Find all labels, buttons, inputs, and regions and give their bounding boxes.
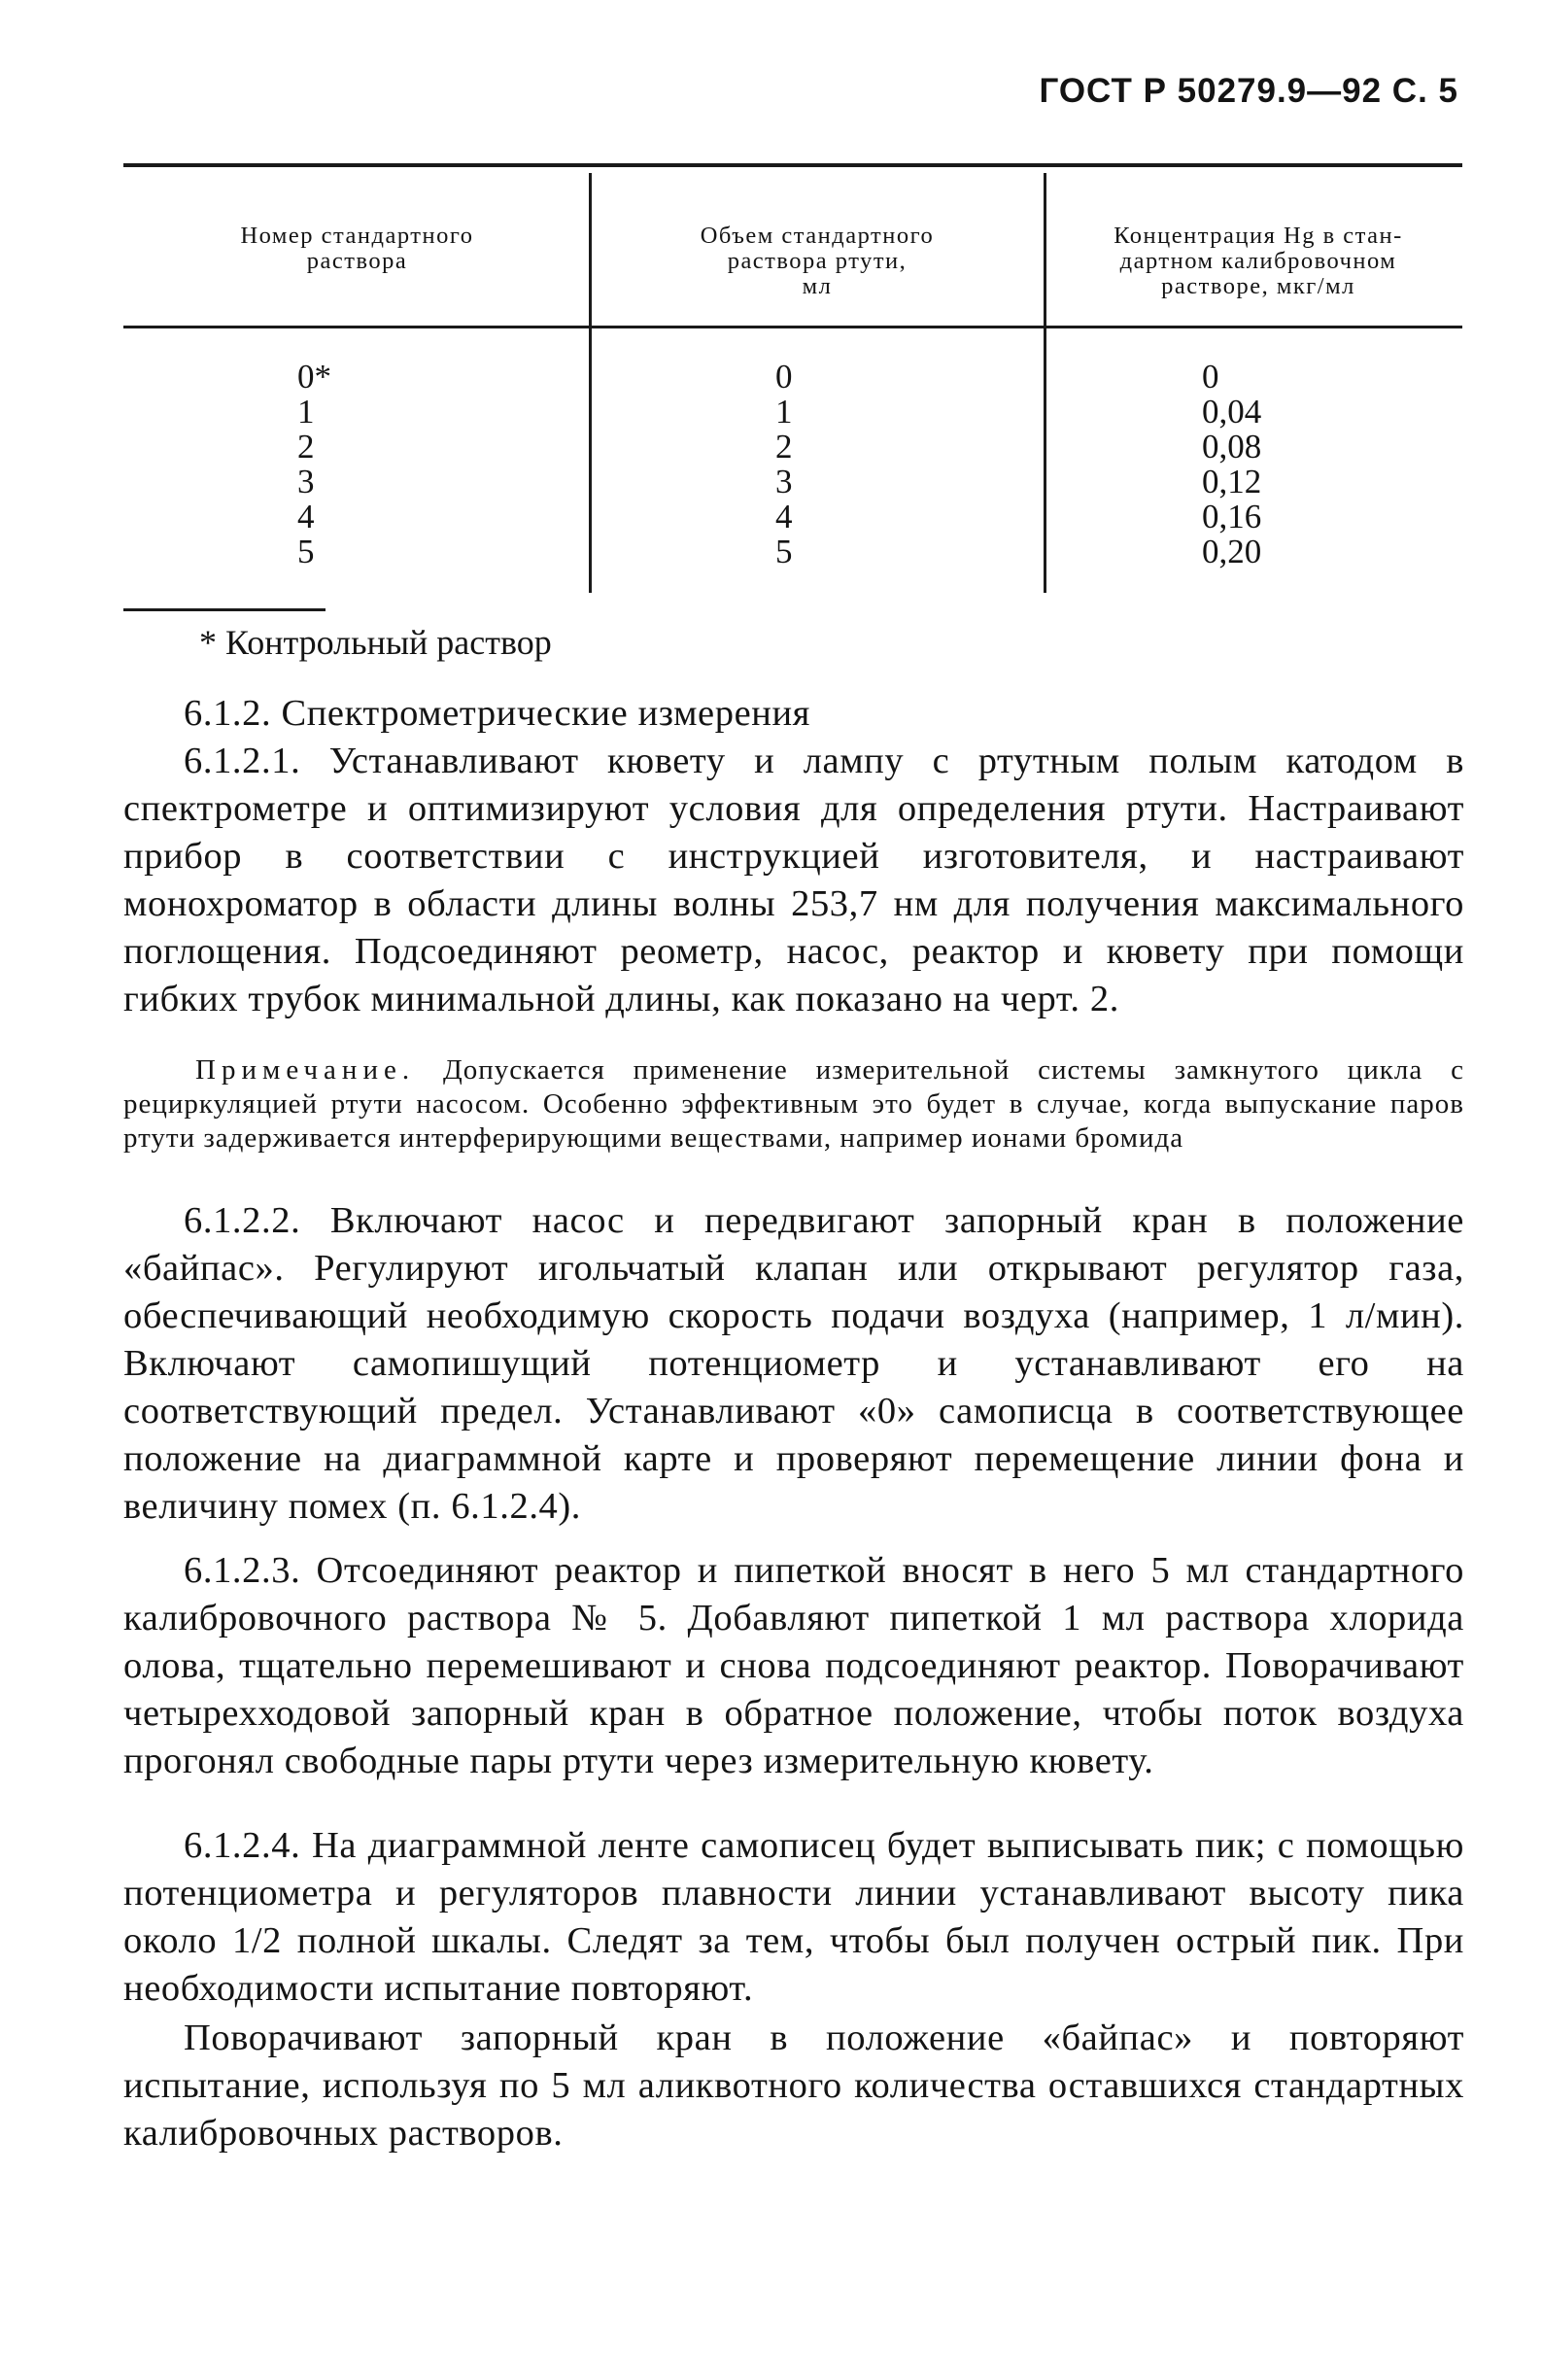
footnote-rule <box>123 608 326 611</box>
header-cell-volume: Объем стандартного раствора ртути, мл <box>700 223 935 299</box>
table-cell: 4 <box>297 498 315 535</box>
header-cell-concentration: Концентрация Hg в стан- дартном калибровочном растворе, мкг/мл <box>1114 223 1403 299</box>
header-cell-number: Номер стандартного раствора <box>240 223 474 274</box>
table-cell: 0,20 <box>1202 533 1262 570</box>
table-top-rule <box>123 163 1462 167</box>
table-cell: 2 <box>297 428 315 466</box>
table-cell: 0,16 <box>1202 498 1262 535</box>
paragraph-6-1-2-1: 6.1.2.1. Устанавливают кювету и лампу с ртутным полым катодом в спектрометре и оптимизируют условия для определения ртути. Настраивают прибор в соответствии с инструкцией изготовителя, и настраивают монохроматор в области длины волны 253,7 нм для получения максимального поглощения. Подсоединяют реометр, насос, реактор и кювету при помощи гибких трубок минимальной длины, как показано на черт. 2. <box>123 741 1464 1019</box>
paragraph-6-1-2-2: 6.1.2.2. Включают насос и передвигают запорный кран в положение «байпас». Регулируют игольчатый клапан или открывают регулятор газа, обеспечивающий необходимую скорость подачи воздуха (например, 1 л/мин). Включают самопишущий потенциометр и устанавливают его на соответствующий предел. Устанавливают «0» самописца в соответствующее положение на диаграммной карте и проверяют перемещение линии фона и величину помех (п. 6.1.2.4). <box>123 1200 1464 1527</box>
table-cell: 0* <box>297 358 331 396</box>
note-label: Примечание. <box>195 1054 416 1086</box>
table-cell: 5 <box>297 533 315 570</box>
footnote: * Контрольный раствор <box>199 623 552 662</box>
column-number <box>297 360 356 569</box>
section-heading: 6.1.2. Спектрометрические измерения <box>184 693 810 734</box>
column-concentration <box>1202 360 1319 569</box>
table-cell: 0,12 <box>1202 463 1262 500</box>
table-cell: 3 <box>775 463 793 500</box>
note <box>123 1053 1464 1156</box>
table-cell: 0 <box>1202 358 1219 396</box>
table-cell: 5 <box>775 533 793 570</box>
table-header-rule <box>123 326 1462 328</box>
table-cell: 1 <box>297 393 315 431</box>
table-cell: 0,08 <box>1202 428 1262 466</box>
paragraph-final: Поворачивают запорный кран в положение «байпас» и повторяют испытание, используя по 5 мл аликвотного количества оставшихся стандартных калибровочных растворов. <box>123 2018 1464 2154</box>
table-divider-1 <box>589 173 592 593</box>
table-cell: 0 <box>775 358 793 396</box>
page-header: ГОСТ Р 50279.9—92 С. 5 <box>1039 72 1458 110</box>
table-cell: 0,04 <box>1202 393 1262 431</box>
paragraph-6-1-2-4: 6.1.2.4. На диаграммной ленте самописец будет выписывать пик; с помощью потенциометра и регуляторов плавности линии устанавливают высоту пика около 1/2 полной шкалы. Следят за тем, чтобы был получен острый пик. При необходимости испытание повторяют. <box>123 1825 1464 2009</box>
note-text: Допускается применение измерительной системы замкнутого цикла с рециркуляцией ртути насосом. Особенно эффективным это будет в случае, когда выпускание паров ртути задерживается интерферирующими веществами, например ионами бромида <box>123 1054 1464 1154</box>
column-volume <box>775 360 834 569</box>
table-divider-2 <box>1044 173 1046 593</box>
table-cell: 2 <box>775 428 793 466</box>
table-cell: 3 <box>297 463 315 500</box>
table-cell: 4 <box>775 498 793 535</box>
paragraph-6-1-2-3: 6.1.2.3. Отсоединяют реактор и пипеткой вносят в него 5 мл стандартного калибровочного раствора № 5. Добавляют пипеткой 1 мл раствора хлорида олова, тщательно перемешивают и снова подсоединяют реактор. Поворачивают четырехходовой запорный кран в обратное положение, чтобы поток воздуха прогонял свободные пары ртути через измерительную кювету. <box>123 1550 1464 1781</box>
table-cell: 1 <box>775 393 793 431</box>
